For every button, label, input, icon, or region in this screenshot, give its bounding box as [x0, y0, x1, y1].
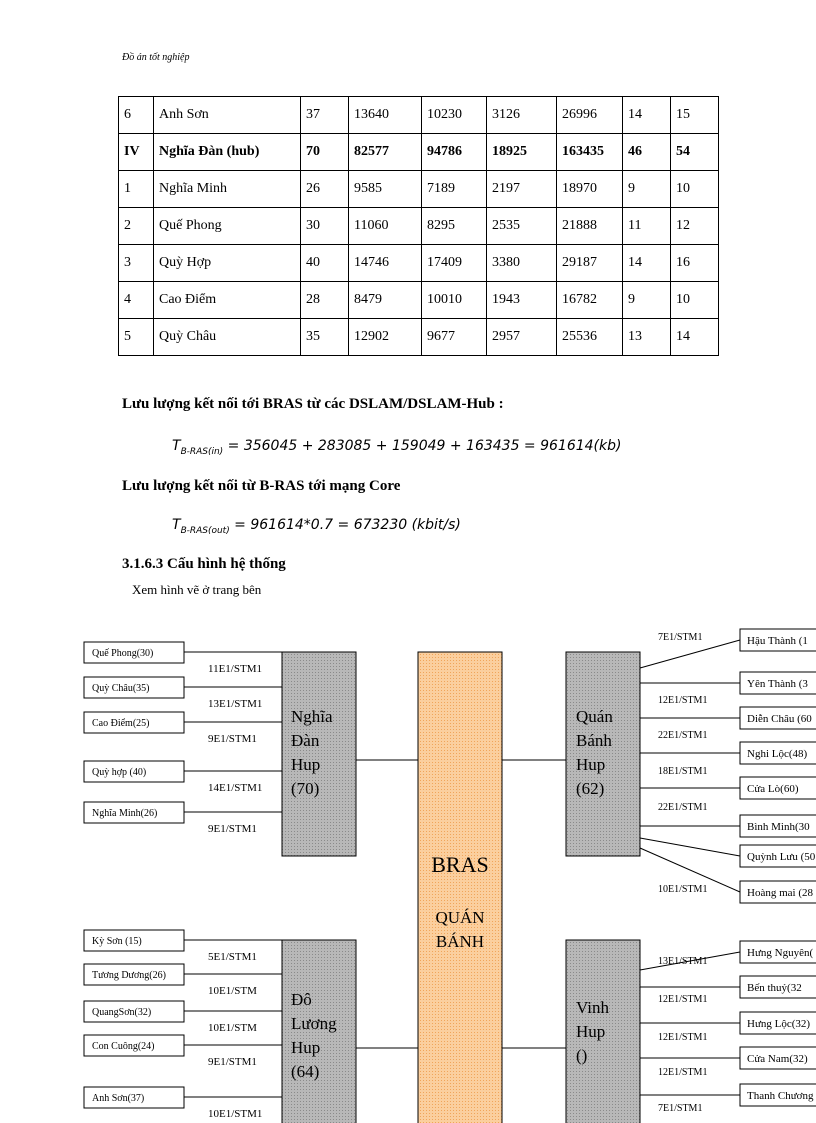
bras-label: BRAS [431, 852, 489, 877]
table-cell: 40 [301, 245, 349, 282]
link-capacity: 13E1/STM1 [208, 698, 263, 710]
table-cell: 29187 [557, 245, 623, 282]
hub-do-luong [282, 940, 356, 1123]
table-cell: 1 [119, 171, 154, 208]
section-heading: 3.1.6.3 Cấu hình hệ thống [122, 556, 286, 572]
table-cell: 82577 [349, 134, 422, 171]
svg-text:Hup: Hup [291, 1038, 321, 1057]
table-cell: Cao Điểm [154, 282, 301, 319]
table-cell: Quỳ Hợp [154, 245, 301, 282]
table-row [119, 208, 719, 245]
link-capacity: 12E1/STM1 [658, 695, 708, 706]
table-cell: 13 [623, 319, 671, 356]
node-label: Thanh Chương [747, 1090, 814, 1102]
table-cell: 28 [301, 282, 349, 319]
table-cell: 25536 [557, 319, 623, 356]
node-link [640, 640, 740, 668]
see-figure-note: Xem hình vẽ ở trang bên [132, 582, 262, 597]
svg-text:(70): (70) [291, 779, 320, 798]
node-label: Quỳ Châu(35) [92, 683, 150, 694]
table-cell: 94786 [422, 134, 487, 171]
table-row [119, 134, 719, 171]
node-label: Hưng Lộc(32) [747, 1018, 811, 1030]
table-cell: 9 [623, 282, 671, 319]
table-cell: 5 [119, 319, 154, 356]
table-cell: 15 [671, 97, 719, 134]
table-cell: 14 [623, 245, 671, 282]
table-cell: 11060 [349, 208, 422, 245]
hub-quan-banh [566, 652, 640, 856]
table-row [119, 245, 719, 282]
node-label: Bến thuỷ(32 [747, 982, 802, 994]
table-cell: 163435 [557, 134, 623, 171]
table-cell: 16782 [557, 282, 623, 319]
table-cell: 3380 [487, 245, 557, 282]
table-cell: Quỳ Châu [154, 319, 301, 356]
node-label: Quế Phong(30) [92, 648, 154, 659]
table-cell: 2197 [487, 171, 557, 208]
node-label: Nghi Lộc(48) [747, 748, 808, 760]
table-cell: 2 [119, 208, 154, 245]
table-cell: 17409 [422, 245, 487, 282]
link-capacity: 10E1/STM1 [208, 1108, 263, 1120]
table-cell: 37 [301, 97, 349, 134]
table-cell: 2957 [487, 319, 557, 356]
table-cell: 13640 [349, 97, 422, 134]
link-capacity: 7E1/STM1 [658, 632, 703, 643]
table-cell: 3126 [487, 97, 557, 134]
svg-text:Quán: Quán [576, 707, 613, 726]
table-cell: 30 [301, 208, 349, 245]
traffic-table [118, 96, 719, 356]
svg-text:Hup: Hup [576, 1022, 606, 1041]
svg-text:(64): (64) [291, 1062, 320, 1081]
table-cell: 54 [671, 134, 719, 171]
table-cell: 4 [119, 282, 154, 319]
node-label: Con Cuông(24) [92, 1041, 155, 1052]
formula-bras-in: $T_{B-RAS(in)} = 356045 + 283085 + 159049 + 163435 = 961614(kb)$ [172, 438, 622, 457]
link-capacity: 9E1/STM1 [208, 733, 257, 745]
table-cell: 21888 [557, 208, 623, 245]
node-label: Quỳnh Lưu (50 [747, 851, 816, 863]
svg-text:Đô: Đô [291, 990, 312, 1009]
table-cell: 26 [301, 171, 349, 208]
table-cell: 9 [623, 171, 671, 208]
svg-text:Hup: Hup [576, 755, 606, 774]
link-capacity: 13E1/STM1 [658, 956, 708, 967]
hub-vinh [566, 940, 640, 1123]
link-capacity: 7E1/STM1 [658, 1103, 703, 1114]
heading-bras-out: Lưu lượng kết nối từ B-RAS tới mạng Core [122, 478, 401, 494]
node-label: Hậu Thành (1 [747, 635, 808, 647]
link-capacity: 9E1/STM1 [208, 1056, 257, 1068]
node-label: Hoàng mai (28 [747, 887, 813, 899]
table-cell: 8479 [349, 282, 422, 319]
svg-text:(): () [576, 1046, 588, 1065]
node-label: Cửa Lò(60) [747, 783, 799, 795]
node-label: Cao Điểm(25) [92, 718, 150, 729]
table-cell: 12902 [349, 319, 422, 356]
link-capacity: 10E1/STM [208, 985, 257, 997]
svg-text:Nghĩa: Nghĩa [291, 707, 333, 726]
table-cell: 3 [119, 245, 154, 282]
table-cell: 70 [301, 134, 349, 171]
link-capacity: 12E1/STM1 [658, 1067, 708, 1078]
link-capacity: 12E1/STM1 [658, 1032, 708, 1043]
link-capacity: 12E1/STM1 [658, 994, 708, 1005]
table-cell: 10230 [422, 97, 487, 134]
table-row [119, 97, 719, 134]
svg-text:Đàn: Đàn [291, 731, 320, 750]
node-label: Cửa Nam(32) [747, 1053, 808, 1065]
bras-box [418, 652, 502, 1123]
table-cell: 10010 [422, 282, 487, 319]
bras-label-3: BÁNH [435, 932, 485, 951]
svg-text:Hup: Hup [291, 755, 321, 774]
table-cell: Anh Sơn [154, 97, 301, 134]
table-cell: 14746 [349, 245, 422, 282]
link-capacity: 11E1/STM1 [208, 663, 262, 675]
page-header: Đồ án tốt nghiệp [122, 52, 190, 63]
link-capacity: 18E1/STM1 [658, 766, 708, 777]
formula-bras-out: $T_{B-RAS(out)} = 961614*0.7 = 673230$ (kbit/s) [172, 517, 461, 536]
link-capacity: 22E1/STM1 [658, 802, 708, 813]
network-diagram [0, 600, 816, 1123]
node-label: Diễn Châu (60 [747, 713, 812, 725]
table-cell: 9585 [349, 171, 422, 208]
table-cell: 35 [301, 319, 349, 356]
table-cell: IV [119, 134, 154, 171]
table-cell: 14 [671, 319, 719, 356]
table-cell: 7189 [422, 171, 487, 208]
table-cell: 14 [623, 97, 671, 134]
link-capacity: 22E1/STM1 [658, 730, 708, 741]
link-capacity: 9E1/STM1 [208, 823, 257, 835]
table-row [119, 319, 719, 356]
svg-text:Bánh: Bánh [576, 731, 612, 750]
table-cell: 26996 [557, 97, 623, 134]
node-label: Tương Dương(26) [92, 970, 166, 981]
table-cell: 12 [671, 208, 719, 245]
table-cell: 16 [671, 245, 719, 282]
svg-text:Lương: Lương [291, 1014, 337, 1033]
table-cell: Nghĩa Đàn (hub) [154, 134, 301, 171]
svg-text:Vinh: Vinh [576, 998, 609, 1017]
heading-bras-in: Lưu lượng kết nối tới BRAS từ các DSLAM/DSLAM-Hub : [122, 396, 504, 412]
table-cell: 11 [623, 208, 671, 245]
node-label: Kỳ Sơn (15) [92, 936, 142, 947]
table-row [119, 282, 719, 319]
table-cell: Nghĩa Minh [154, 171, 301, 208]
link-capacity: 10E1/STM [208, 1022, 257, 1034]
table-cell: 9677 [422, 319, 487, 356]
node-label: Anh Sơn(37) [92, 1093, 145, 1104]
node-link [640, 838, 740, 856]
table-cell: 2535 [487, 208, 557, 245]
node-label: Hưng Nguyên( [747, 947, 814, 959]
table-cell: 10 [671, 171, 719, 208]
node-label: Quỳ hợp (40) [92, 767, 147, 778]
hub-nghia-dan [282, 652, 356, 856]
bras-label-2: QUÁN [435, 908, 485, 927]
table-cell: 10 [671, 282, 719, 319]
table-cell: 46 [623, 134, 671, 171]
node-label: Nghĩa Minh(26) [92, 808, 158, 819]
table-cell: Quế Phong [154, 208, 301, 245]
node-label: QuangSơn(32) [92, 1007, 152, 1018]
node-label: Yên Thành (3 [747, 678, 808, 690]
node-label: Bình Minh(30 [747, 821, 810, 833]
table-cell: 8295 [422, 208, 487, 245]
table-cell: 18925 [487, 134, 557, 171]
svg-text:(62): (62) [576, 779, 605, 798]
table-cell: 1943 [487, 282, 557, 319]
table-cell: 6 [119, 97, 154, 134]
link-capacity: 5E1/STM1 [208, 951, 257, 963]
table-row [119, 171, 719, 208]
link-capacity: 10E1/STM1 [658, 884, 708, 895]
link-capacity: 14E1/STM1 [208, 782, 263, 794]
table-cell: 18970 [557, 171, 623, 208]
